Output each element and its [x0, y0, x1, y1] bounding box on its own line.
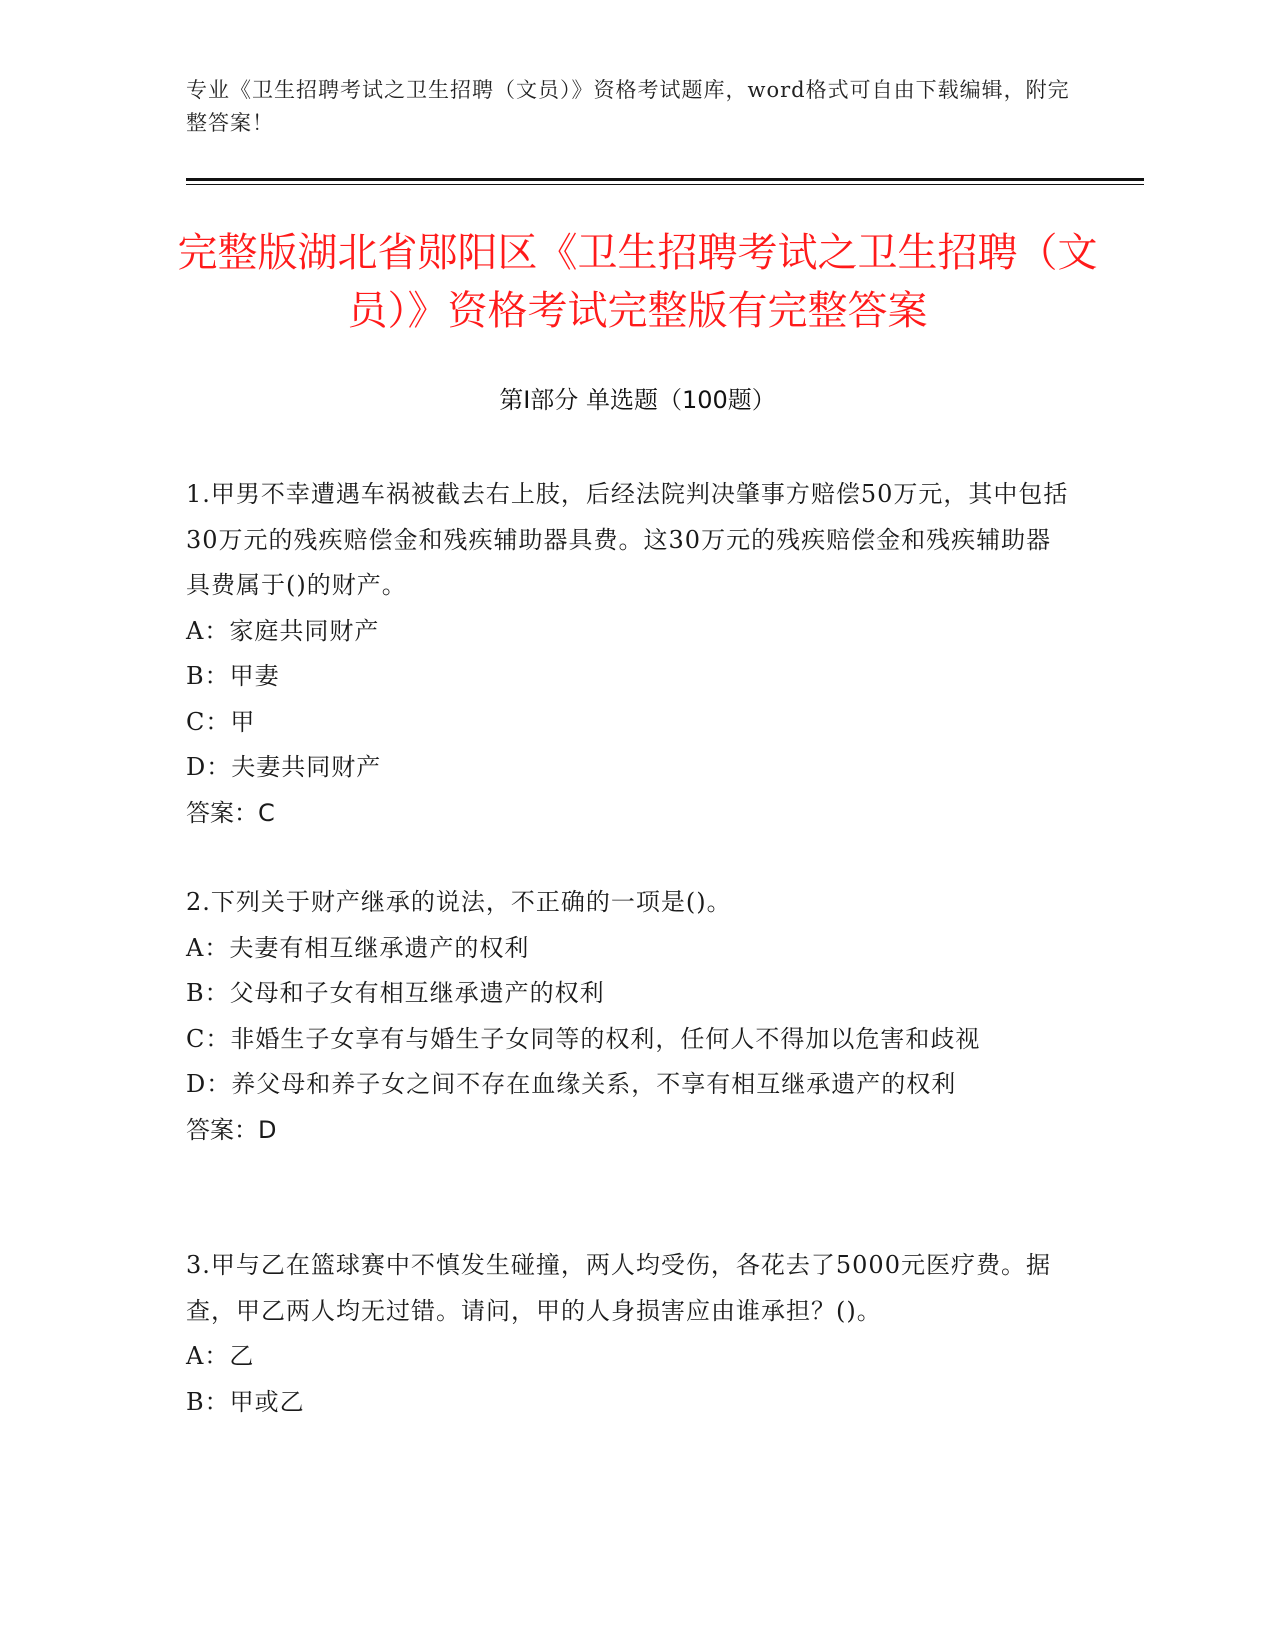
- question-stem: 3.甲与乙在篮球赛中不慎发生碰撞，两人均受伤，各花去了5000元医疗费。据查，甲乙两人均无过错。请问，甲的人身损害应由谁承担？()。: [186, 1251, 1051, 1325]
- option-c: C：甲: [186, 707, 256, 736]
- option-d: D：养父母和养子女之间不存在血缘关系，不享有相互继承遗产的权利: [186, 1070, 957, 1098]
- question-block: [186, 880, 1076, 1153]
- section-title: 第Ⅰ部分 单选题（100题）: [499, 386, 776, 414]
- question-block: [186, 1243, 1076, 1425]
- header-divider-thick: [186, 178, 1144, 181]
- option-b: B：父母和子女有相互继承遗产的权利: [186, 979, 605, 1007]
- option-d: D：夫妻共同财产: [186, 753, 382, 781]
- option-b: B：甲妻: [186, 662, 280, 690]
- header-note: 专业《卫生招聘考试之卫生招聘（文员）》资格考试题库，word格式可自由下载编辑，附完整答案！: [186, 78, 1070, 135]
- option-a: A：乙: [186, 1342, 255, 1370]
- answer-line: 答案：C: [186, 798, 275, 827]
- question-stem: 2.下列关于财产继承的说法，不正确的一项是()。: [186, 888, 732, 916]
- question-block: [186, 472, 1076, 836]
- option-a: A：家庭共同财产: [186, 616, 380, 645]
- question-stem: 1.甲男不幸遭遇车祸被截去右上肢，后经法院判决肇事方赔偿50万元，其中包括30万元的残疾赔偿金和残疾辅助器具费。这30万元的残疾赔偿金和残疾辅助器具费属于()的财产。: [186, 480, 1069, 599]
- option-a: A：夫妻有相互继承遗产的权利: [186, 933, 530, 962]
- option-b: B：甲或乙: [186, 1387, 305, 1416]
- document-title: 完整版湖北省郧阳区《卫生招聘考试之卫生招聘（文员）》资格考试完整版有完整答案: [177, 230, 1098, 334]
- header-divider-thin: [186, 184, 1144, 185]
- answer-line: 答案：D: [186, 1115, 277, 1144]
- option-c: C：非婚生子女享有与婚生子女同等的权利，任何人不得加以危害和歧视: [186, 1024, 981, 1053]
